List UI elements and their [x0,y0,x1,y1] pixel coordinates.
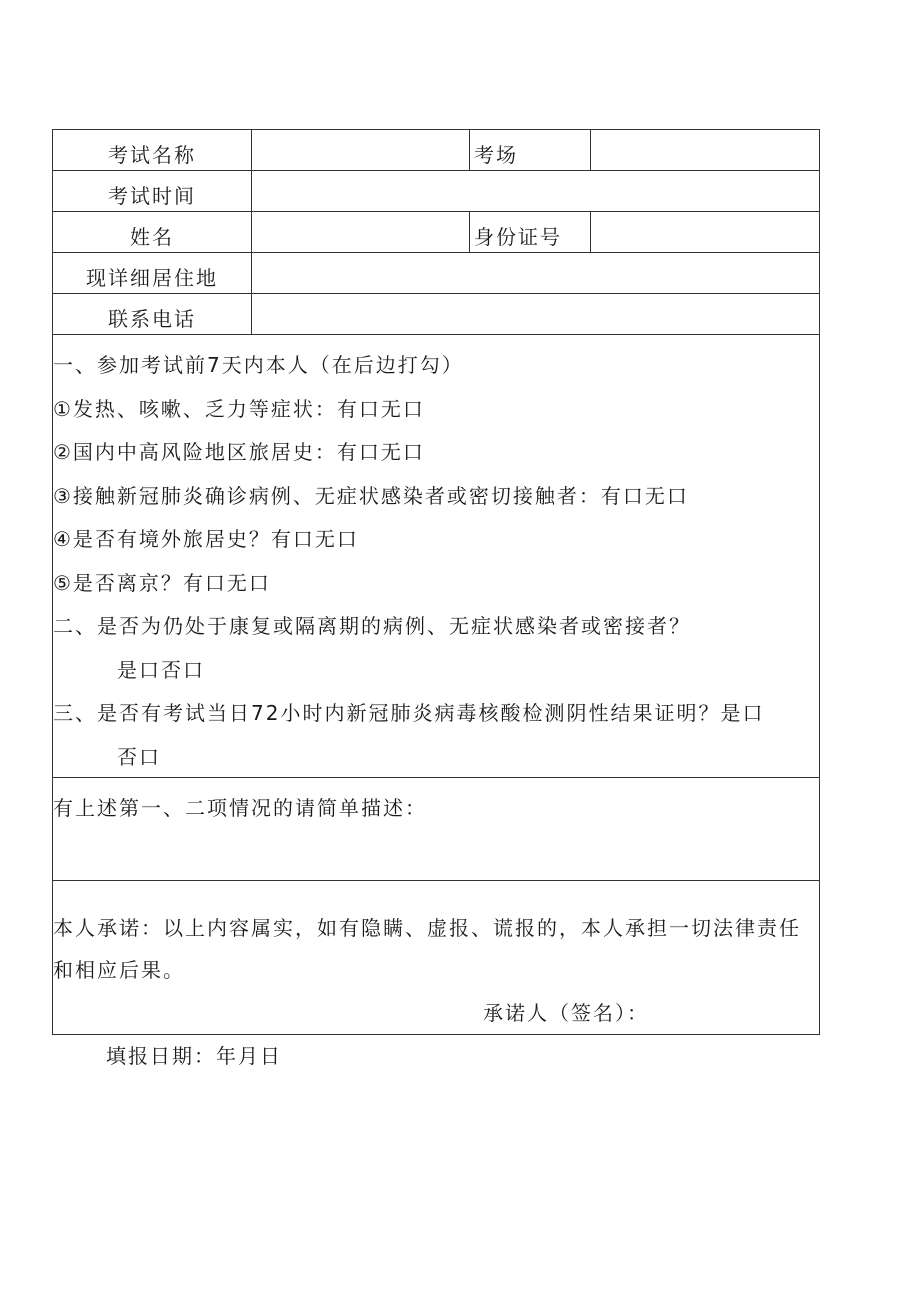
promise-section [53,881,819,1034]
health-item-left-beijing[interactable]: ⑤是否离京？有口无口 [53,570,271,595]
address-field[interactable] [252,253,819,293]
description-section [53,778,819,881]
health-item-risk-area[interactable]: ②国内中高风险地区旅居史：有口无口 [53,440,425,464]
row-exam-name [53,130,819,171]
id-number-label: 身份证号 [470,212,591,252]
name-field[interactable] [252,212,470,252]
description-label: 有上述第一、二项情况的请简单描述： [53,796,427,820]
question-isolation: 二、是否为仍处于康复或隔离期的病例、无症状感染者或密接者？ [53,614,691,638]
name-label: 姓名 [53,212,252,252]
row-name [53,212,819,253]
row-exam-time [53,171,819,212]
exam-site-label: 考场 [470,130,591,170]
question-isolation-options[interactable]: 是口否口 [117,657,205,682]
health-item-fever[interactable]: ①发热、咳嗽、乏力等症状：有口无口 [53,396,425,421]
row-phone [53,294,819,335]
health-item-contact[interactable]: ③接触新冠肺炎确诊病例、无症状感染者或密切接触者：有口无口 [53,483,689,508]
exam-site-field[interactable] [591,130,819,170]
phone-label: 联系电话 [53,294,252,334]
signer-label[interactable]: 承诺人（签名）： [483,1001,649,1025]
question-nucleic-test-options[interactable]: 否口 [117,744,161,769]
id-number-field[interactable] [591,212,819,252]
phone-field[interactable] [252,294,819,334]
exam-time-field[interactable] [252,171,819,211]
exam-time-label: 考试时间 [53,171,252,211]
address-label: 现详细居住地 [53,253,252,293]
health-declaration-section [53,335,819,778]
exam-name-field[interactable] [252,130,470,170]
health-item-overseas[interactable]: ④是否有境外旅居史？有口无口 [53,527,359,551]
fill-date[interactable]: 填报日期：年月日 [106,1044,282,1068]
promise-text: 本人承诺：以上内容属实，如有隐瞒、虚报、谎报的，本人承担一切法律责任和相应后果。 [53,916,801,982]
row-address [53,253,819,294]
health-heading: 一、参加考试前7天内本人（在后边打勾） [53,353,464,377]
declaration-form [52,129,820,1035]
exam-name-label: 考试名称 [53,130,252,170]
question-nucleic-test[interactable]: 三、是否有考试当日72小时内新冠肺炎病毒核酸检测阴性结果证明？是口 [53,701,765,725]
